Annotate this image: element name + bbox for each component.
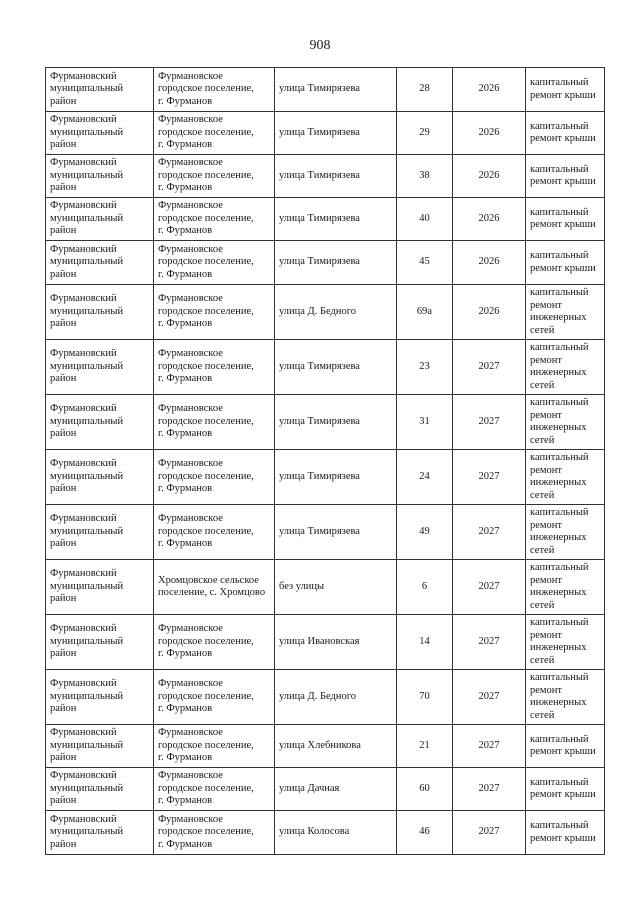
house-number-cell-text: 24: [419, 470, 430, 482]
house-number-cell: [397, 285, 453, 340]
district-cell: [46, 615, 154, 670]
work-type-cell-text: капитальный ремонт инженерных сетей: [530, 617, 589, 666]
street-cell: [275, 811, 397, 855]
year-cell-text: 2026: [478, 305, 500, 317]
street-cell-text: улица Ивановская: [279, 635, 360, 647]
settlement-cell-text: Фурмановское городское поселение, г. Фурманов: [158, 813, 254, 850]
work-type-cell-text: капитальный ремонт инженерных сетей: [530, 672, 589, 721]
settlement-cell-text: Фурмановское городское поселение, г. Фурманов: [158, 623, 254, 660]
year-cell-text: 2027: [478, 525, 500, 537]
year-cell: [453, 285, 526, 340]
year-cell-text: 2026: [478, 83, 500, 95]
street-cell-text: улица Д. Бедного: [279, 305, 357, 317]
settlement-cell: [154, 768, 275, 811]
street-cell-text: улица Тимирязева: [279, 470, 360, 482]
year-cell-text: 2026: [478, 256, 500, 268]
house-number-cell: [397, 615, 453, 670]
settlement-cell: [154, 725, 275, 768]
district-cell: [46, 340, 154, 395]
district-cell-text: Фурмановский муниципальный район: [50, 623, 124, 660]
settlement-cell: [154, 198, 275, 241]
settlement-cell: [154, 395, 275, 450]
street-cell: [275, 560, 397, 615]
table-row: [46, 68, 605, 112]
work-type-cell: [526, 811, 605, 855]
house-number-cell-text: 40: [419, 212, 430, 224]
house-number-cell: [397, 241, 453, 285]
district-cell: [46, 505, 154, 560]
work-type-cell-text: капитальный ремонт инженерных сетей: [530, 342, 589, 391]
house-number-cell: [397, 560, 453, 615]
settlement-cell: [154, 241, 275, 285]
work-type-cell: [526, 725, 605, 768]
year-cell: [453, 241, 526, 285]
settlement-cell-text: Фурмановское городское поселение, г. Фурманов: [158, 114, 254, 151]
year-cell: [453, 670, 526, 725]
settlement-cell: [154, 505, 275, 560]
work-type-cell: [526, 450, 605, 505]
work-type-cell-text: капитальный ремонт крыши: [530, 77, 596, 101]
table-row: [46, 725, 605, 768]
district-cell-text: Фурмановский муниципальный район: [50, 348, 124, 385]
settlement-cell-text: Фурмановское городское поселение, г. Фурманов: [158, 727, 254, 764]
district-cell: [46, 155, 154, 198]
work-type-cell: [526, 198, 605, 241]
settlement-cell-text: Фурмановское городское поселение, г. Фурманов: [158, 293, 254, 330]
year-cell: [453, 340, 526, 395]
work-type-cell-text: капитальный ремонт крыши: [530, 820, 596, 844]
settlement-cell: [154, 811, 275, 855]
district-cell-text: Фурмановский муниципальный район: [50, 568, 124, 605]
street-cell: [275, 285, 397, 340]
year-cell: [453, 112, 526, 155]
settlement-cell-text: Фурмановское городское поселение, г. Фурманов: [158, 200, 254, 237]
table-row: [46, 340, 605, 395]
year-cell: [453, 155, 526, 198]
street-cell: [275, 395, 397, 450]
district-cell: [46, 198, 154, 241]
street-cell-text: улица Колосова: [279, 826, 350, 838]
year-cell-text: 2027: [478, 739, 500, 751]
house-number-cell: [397, 68, 453, 112]
street-cell-text: улица Тимирязева: [279, 360, 360, 372]
work-type-cell: [526, 155, 605, 198]
street-cell-text: улица Тимирязева: [279, 169, 360, 181]
house-number-cell-text: 46: [419, 826, 430, 838]
district-cell-text: Фурмановский муниципальный район: [50, 678, 124, 715]
table-row: [46, 198, 605, 241]
settlement-cell-text: Фурмановское городское поселение, г. Фурманов: [158, 770, 254, 807]
work-type-cell: [526, 112, 605, 155]
house-number-cell-text: 49: [419, 525, 430, 537]
table-row: [46, 560, 605, 615]
work-type-cell: [526, 560, 605, 615]
work-type-cell: [526, 615, 605, 670]
settlement-cell: [154, 560, 275, 615]
house-number-cell: [397, 395, 453, 450]
house-number-cell-text: 29: [419, 126, 430, 138]
settlement-cell-text: Фурмановское городское поселение, г. Фурманов: [158, 157, 254, 194]
street-cell: [275, 112, 397, 155]
district-cell-text: Фурмановский муниципальный район: [50, 157, 124, 194]
district-cell-text: Фурмановский муниципальный район: [50, 770, 124, 807]
street-cell: [275, 505, 397, 560]
street-cell-text: без улицы: [279, 580, 325, 592]
house-number-cell-text: 21: [419, 739, 430, 751]
street-cell: [275, 241, 397, 285]
district-cell-text: Фурмановский муниципальный район: [50, 293, 124, 330]
work-type-cell: [526, 285, 605, 340]
district-cell-text: Фурмановский муниципальный район: [50, 70, 124, 107]
street-cell-text: улица Тимирязева: [279, 212, 360, 224]
street-cell-text: улица Тимирязева: [279, 415, 360, 427]
house-number-cell-text: 38: [419, 169, 430, 181]
house-number-cell: [397, 725, 453, 768]
house-number-cell-text: 23: [419, 360, 430, 372]
street-cell-text: улица Тимирязева: [279, 525, 360, 537]
house-number-cell: [397, 768, 453, 811]
district-cell: [46, 395, 154, 450]
work-type-cell-text: капитальный ремонт инженерных сетей: [530, 562, 589, 611]
work-type-cell-text: капитальный ремонт инженерных сетей: [530, 287, 589, 336]
district-cell: [46, 285, 154, 340]
table-row: [46, 395, 605, 450]
street-cell-text: улица Тимирязева: [279, 126, 360, 138]
work-type-cell-text: капитальный ремонт крыши: [530, 206, 596, 230]
street-cell: [275, 340, 397, 395]
work-type-cell: [526, 241, 605, 285]
work-type-cell-text: капитальный ремонт инженерных сетей: [530, 452, 589, 501]
table-row: [46, 505, 605, 560]
year-cell-text: 2027: [478, 826, 500, 838]
street-cell: [275, 768, 397, 811]
settlement-cell: [154, 155, 275, 198]
district-cell: [46, 811, 154, 855]
district-cell-text: Фурмановский муниципальный район: [50, 243, 124, 280]
settlement-cell: [154, 615, 275, 670]
street-cell-text: улица Д. Бедного: [279, 690, 357, 702]
district-cell: [46, 112, 154, 155]
year-cell: [453, 450, 526, 505]
district-cell: [46, 241, 154, 285]
house-number-cell: [397, 340, 453, 395]
work-type-cell: [526, 768, 605, 811]
house-number-cell-text: 69а: [416, 305, 433, 317]
house-number-cell: [397, 811, 453, 855]
year-cell: [453, 395, 526, 450]
district-cell: [46, 670, 154, 725]
district-cell-text: Фурмановский муниципальный район: [50, 114, 124, 151]
work-type-cell: [526, 505, 605, 560]
street-cell: [275, 155, 397, 198]
district-cell-text: Фурмановский муниципальный район: [50, 813, 124, 850]
house-number-cell-text: 45: [419, 256, 430, 268]
table-row: [46, 241, 605, 285]
district-cell-text: Фурмановский муниципальный район: [50, 458, 124, 495]
year-cell-text: 2026: [478, 169, 500, 181]
work-type-cell-text: капитальный ремонт крыши: [530, 120, 596, 144]
house-number-cell: [397, 670, 453, 725]
street-cell: [275, 670, 397, 725]
house-number-cell: [397, 112, 453, 155]
house-number-cell: [397, 198, 453, 241]
work-type-cell: [526, 68, 605, 112]
year-cell: [453, 768, 526, 811]
work-type-cell-text: капитальный ремонт крыши: [530, 733, 596, 757]
street-cell: [275, 615, 397, 670]
repair-schedule-table: [45, 67, 605, 855]
settlement-cell-text: Фурмановское городское поселение, г. Фурманов: [158, 348, 254, 385]
year-cell-text: 2026: [478, 212, 500, 224]
settlement-cell-text: Фурмановское городское поселение, г. Фурманов: [158, 243, 254, 280]
district-cell: [46, 768, 154, 811]
table-row: [46, 155, 605, 198]
settlement-cell-text: Фурмановское городское поселение, г. Фурманов: [158, 70, 254, 107]
year-cell-text: 2027: [478, 782, 500, 794]
settlement-cell: [154, 68, 275, 112]
year-cell-text: 2027: [478, 690, 500, 702]
table-row: [46, 670, 605, 725]
house-number-cell-text: 31: [419, 415, 430, 427]
year-cell-text: 2027: [478, 415, 500, 427]
district-cell-text: Фурмановский муниципальный район: [50, 513, 124, 550]
year-cell: [453, 505, 526, 560]
year-cell-text: 2026: [478, 126, 500, 138]
street-cell: [275, 198, 397, 241]
house-number-cell: [397, 505, 453, 560]
house-number-cell: [397, 450, 453, 505]
work-type-cell-text: капитальный ремонт крыши: [530, 776, 596, 800]
district-cell-text: Фурмановский муниципальный район: [50, 727, 124, 764]
district-cell: [46, 68, 154, 112]
district-cell: [46, 450, 154, 505]
settlement-cell-text: Фурмановское городское поселение, г. Фурманов: [158, 513, 254, 550]
table-row: [46, 450, 605, 505]
year-cell: [453, 615, 526, 670]
settlement-cell-text: Фурмановское городское поселение, г. Фурманов: [158, 458, 254, 495]
settlement-cell-text: Фурмановское городское поселение, г. Фурманов: [158, 403, 254, 440]
table-row: [46, 768, 605, 811]
street-cell: [275, 450, 397, 505]
street-cell-text: улица Хлебникова: [279, 739, 361, 751]
settlement-cell-text: Хромцовское сельское поселение, с. Хромцово: [158, 574, 266, 598]
street-cell: [275, 68, 397, 112]
settlement-cell: [154, 285, 275, 340]
house-number-cell-text: 6: [421, 580, 428, 592]
year-cell-text: 2027: [478, 470, 500, 482]
table-body: [46, 68, 605, 855]
work-type-cell: [526, 395, 605, 450]
street-cell: [275, 725, 397, 768]
house-number-cell-text: 70: [419, 690, 430, 702]
table-row: [46, 112, 605, 155]
work-type-cell-text: капитальный ремонт инженерных сетей: [530, 507, 589, 556]
table-row: [46, 811, 605, 855]
settlement-cell: [154, 340, 275, 395]
house-number-cell-text: 28: [419, 83, 430, 95]
district-cell-text: Фурмановский муниципальный район: [50, 200, 124, 237]
year-cell: [453, 560, 526, 615]
settlement-cell: [154, 112, 275, 155]
table-row: [46, 615, 605, 670]
table-row: [46, 285, 605, 340]
settlement-cell-text: Фурмановское городское поселение, г. Фурманов: [158, 678, 254, 715]
year-cell: [453, 725, 526, 768]
work-type-cell-text: капитальный ремонт крыши: [530, 250, 596, 274]
work-type-cell-text: капитальный ремонт инженерных сетей: [530, 397, 589, 446]
year-cell: [453, 68, 526, 112]
house-number-cell-text: 60: [419, 782, 430, 794]
year-cell: [453, 811, 526, 855]
year-cell: [453, 198, 526, 241]
street-cell-text: улица Тимирязева: [279, 83, 360, 95]
street-cell-text: улица Тимирязева: [279, 256, 360, 268]
year-cell-text: 2027: [478, 360, 500, 372]
district-cell-text: Фурмановский муниципальный район: [50, 403, 124, 440]
district-cell: [46, 560, 154, 615]
house-number-cell: [397, 155, 453, 198]
year-cell-text: 2027: [478, 580, 500, 592]
settlement-cell: [154, 670, 275, 725]
page-number: 908: [309, 38, 331, 53]
settlement-cell: [154, 450, 275, 505]
work-type-cell-text: капитальный ремонт крыши: [530, 163, 596, 187]
house-number-cell-text: 14: [419, 635, 430, 647]
work-type-cell: [526, 670, 605, 725]
street-cell-text: улица Дачная: [279, 782, 340, 794]
year-cell-text: 2027: [478, 635, 500, 647]
work-type-cell: [526, 340, 605, 395]
district-cell: [46, 725, 154, 768]
